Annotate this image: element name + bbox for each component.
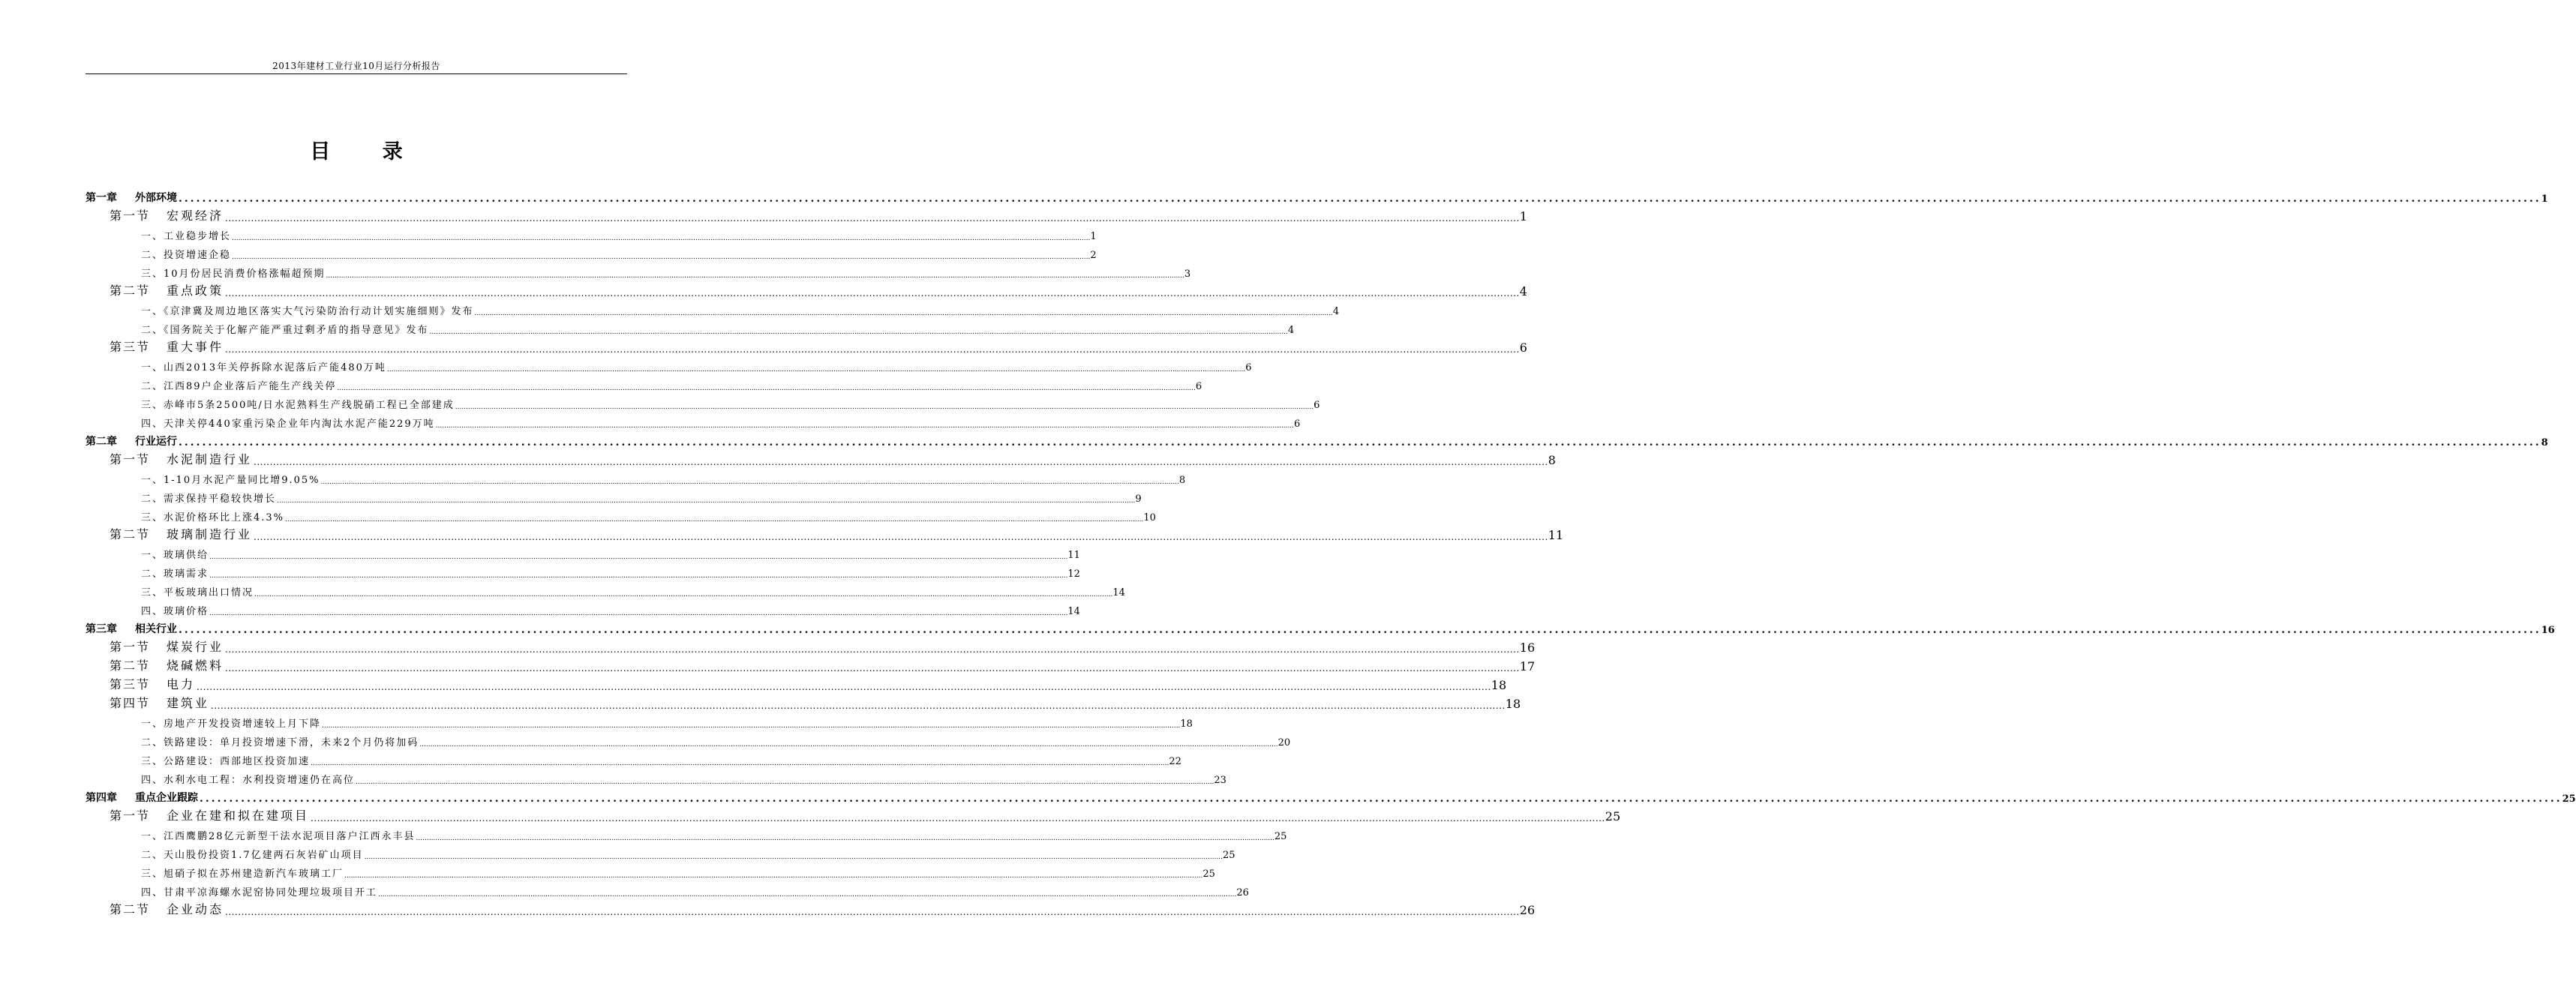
toc-entry-label [141, 603, 209, 617]
item-title: 三、平板玻璃出口情况 [141, 587, 254, 598]
toc-item-entry[interactable] [86, 580, 1125, 598]
toc-entry-label [141, 303, 474, 317]
page-number: 1 [1090, 231, 1097, 242]
toc-section-entry[interactable] [86, 205, 1527, 224]
page-number: 11 [1548, 528, 1564, 542]
chapter-title: 外部环境 [135, 192, 177, 204]
toc-chapter-entry[interactable] [86, 186, 2548, 205]
toc-entry-label [141, 509, 284, 524]
item-title: 一、工业稳步增长 [141, 231, 232, 242]
dot-leader: ................................................................................................................................................................................................................................................................................................................................................................................................................ [179, 436, 2541, 448]
page-number: 12 [1067, 568, 1080, 580]
toc-entry-label [141, 266, 326, 280]
toc-entry-label [110, 450, 252, 467]
toc-entry-label [141, 772, 355, 786]
item-title: 二、江西89户企业落后产能生产线关停 [141, 381, 337, 392]
dot-leader: ................................................................................................................................................................................................................................................................................................................................................................................................................ [364, 854, 1223, 861]
table-of-contents [86, 186, 2576, 917]
dot-leader: ................................................................................................................................................................................................................................................................................................................................................................................................................ [211, 700, 1506, 711]
chapter-title: 行业运行 [135, 436, 177, 448]
toc-entry-label [110, 656, 224, 674]
page-number: 16 [1519, 640, 1536, 655]
toc-item-entry[interactable] [86, 861, 1215, 880]
page-number: 1 [2541, 194, 2548, 205]
toc-item-entry[interactable] [86, 224, 1097, 242]
page-number: 3 [1184, 268, 1191, 280]
toc-entry-label [110, 806, 309, 824]
toc-chapter-entry[interactable] [86, 786, 2576, 805]
section-number: 第四节 [110, 696, 151, 710]
page-number: 22 [1169, 756, 1181, 767]
toc-entry-label [110, 206, 224, 224]
page-number: 26 [1236, 887, 1249, 898]
page-number: 14 [1067, 606, 1080, 617]
toc-entry-label [110, 675, 195, 692]
dot-leader: ................................................................................................................................................................................................................................................................................................................................................................................................................ [209, 554, 1068, 561]
item-title: 二、需求保持平稳较快增长 [141, 494, 277, 505]
toc-entry-label [110, 338, 224, 355]
toc-section-entry[interactable] [86, 805, 1621, 824]
page-number: 6 [1314, 400, 1320, 411]
section-title: 企业在建和拟在建项目 [167, 808, 310, 823]
toc-item-entry[interactable] [86, 767, 1226, 786]
dot-leader: ................................................................................................................................................................................................................................................................................................................................................................................................................ [225, 344, 1520, 355]
section-title: 重点政策 [167, 284, 224, 298]
item-title: 四、水利水电工程：水利投资增速仍在高位 [141, 775, 356, 786]
dot-leader: ................................................................................................................................................................................................................................................................................................................................................................................................................ [197, 682, 1491, 692]
toc-section-entry[interactable] [86, 336, 1527, 355]
toc-item-entry[interactable] [86, 711, 1193, 730]
dot-leader: ................................................................................................................................................................................................................................................................................................................................................................................................................ [254, 457, 1548, 467]
page-number: 20 [1277, 737, 1291, 748]
toc-entry-label [141, 397, 455, 411]
page-number: 18 [1491, 678, 1507, 692]
dot-leader: ................................................................................................................................................................................................................................................................................................................................................................................................................ [416, 835, 1274, 842]
toc-item-entry[interactable] [86, 298, 1340, 317]
toc-entry-label [141, 547, 209, 561]
dot-leader: ................................................................................................................................................................................................................................................................................................................................................................................................................ [455, 404, 1314, 411]
page-number: 25 [2562, 794, 2576, 805]
page-number: 4 [1332, 306, 1340, 317]
item-title: 二、天山股份投资1.7亿建两石灰岩矿山项目 [141, 850, 364, 861]
item-title: 一、山西2013年关停拆除水泥落后产能480万吨 [141, 362, 386, 374]
toc-entry-label [141, 828, 416, 842]
item-title: 三、旭硝子拟在苏州建造新汽车玻璃工厂 [141, 868, 344, 880]
dot-leader: ................................................................................................................................................................................................................................................................................................................................................................................................................ [232, 235, 1091, 242]
dot-leader: ................................................................................................................................................................................................................................................................................................................................................................................................................ [356, 778, 1214, 786]
toc-item-entry[interactable] [86, 317, 1295, 336]
toc-entry-label [141, 584, 254, 598]
chapter-number: 第二章 [86, 436, 117, 448]
page-number: 6 [1245, 362, 1252, 374]
toc-item-entry[interactable] [86, 411, 1301, 430]
toc-item-entry[interactable] [86, 392, 1320, 411]
item-title: 一、玻璃供给 [141, 550, 209, 561]
dot-leader: ................................................................................................................................................................................................................................................................................................................................................................................................................ [225, 213, 1520, 224]
page-number: 23 [1214, 775, 1226, 786]
section-number: 第二节 [110, 284, 151, 298]
dot-leader: ................................................................................................................................................................................................................................................................................................................................................................................................................ [429, 328, 1288, 336]
dot-leader: ................................................................................................................................................................................................................................................................................................................................................................................................................ [277, 497, 1136, 505]
section-number: 第一节 [110, 640, 151, 654]
dot-leader: ................................................................................................................................................................................................................................................................................................................................................................................................................ [320, 478, 1179, 486]
page-number: 25 [1202, 868, 1215, 880]
section-title: 玻璃制造行业 [167, 527, 253, 542]
toc-chapter-entry[interactable] [86, 430, 2548, 448]
dot-leader: ................................................................................................................................................................................................................................................................................................................................................................................................................ [435, 422, 1294, 430]
toc-item-entry[interactable] [86, 748, 1181, 767]
section-title: 煤炭行业 [167, 640, 224, 654]
page-number: 11 [1067, 550, 1080, 561]
page-title: 目 录 [310, 140, 425, 164]
page-number: 9 [1135, 494, 1142, 505]
page-number: 6 [1195, 381, 1202, 392]
dot-leader: ................................................................................................................................................................................................................................................................................................................................................................................................................ [254, 591, 1113, 598]
dot-leader: ................................................................................................................................................................................................................................................................................................................................................................................................................ [344, 872, 1203, 880]
section-number: 第二节 [110, 902, 151, 916]
page-number: 1 [1519, 209, 1527, 224]
toc-entry-label [141, 472, 320, 486]
toc-item-entry[interactable] [86, 542, 1080, 561]
toc-item-entry[interactable] [86, 355, 1252, 374]
toc-section-entry[interactable] [86, 448, 1556, 467]
dot-leader: ................................................................................................................................................................................................................................................................................................................................................................................................................ [337, 385, 1196, 392]
toc-entry-label [86, 790, 198, 805]
section-number: 第一节 [110, 808, 151, 823]
chapter-number: 第三章 [86, 623, 117, 635]
toc-entry-label [86, 621, 177, 636]
page-number: 26 [1519, 903, 1536, 917]
dot-leader: ................................................................................................................................................................................................................................................................................................................................................................................................................ [179, 193, 2541, 205]
page-number: 25 [1223, 850, 1235, 861]
item-title: 二、《国务院关于化解产能严重过剩矛盾的指导意见》发布 [141, 325, 429, 336]
running-header: 2013年建材工业行业10月运行分析报告 [272, 61, 440, 71]
toc-section-entry[interactable] [86, 674, 1507, 692]
toc-entry-label [110, 694, 209, 711]
dot-leader: ................................................................................................................................................................................................................................................................................................................................................................................................................ [232, 254, 1091, 261]
section-title: 建筑业 [167, 696, 210, 710]
page-number: 6 [1293, 418, 1301, 430]
dot-leader: ................................................................................................................................................................................................................................................................................................................................................................................................................ [225, 907, 1520, 917]
toc-entry-label [141, 566, 209, 580]
toc-entry-label [141, 884, 377, 898]
section-number: 第二节 [110, 658, 151, 673]
toc-item-entry[interactable] [86, 561, 1080, 580]
toc-section-entry[interactable] [86, 655, 1536, 674]
toc-item-entry[interactable] [86, 880, 1249, 898]
dot-leader: ................................................................................................................................................................................................................................................................................................................................................................................................................ [200, 793, 2562, 805]
section-title: 电力 [167, 677, 196, 692]
toc-item-entry[interactable] [86, 467, 1186, 486]
chapter-number: 第一章 [86, 192, 117, 204]
chapter-title: 重点企业跟踪 [135, 792, 198, 804]
dot-leader: ................................................................................................................................................................................................................................................................................................................................................................................................................ [225, 644, 1520, 655]
section-number: 第三节 [110, 677, 151, 692]
section-number: 第三节 [110, 340, 151, 354]
toc-entry-label [110, 525, 252, 542]
section-number: 第一节 [110, 452, 151, 466]
section-title: 重大事件 [167, 340, 224, 354]
item-title: 三、赤峰市5条2500吨/日水泥熟料生产线脱硝工程已全部建成 [141, 400, 455, 411]
dot-leader: ................................................................................................................................................................................................................................................................................................................................................................................................................ [209, 610, 1068, 617]
section-title: 烧碱燃料 [167, 658, 224, 673]
dot-leader: ................................................................................................................................................................................................................................................................................................................................................................................................................ [179, 624, 2541, 636]
toc-entry-label [141, 359, 386, 374]
item-title: 三、水泥价格环比上涨4.3% [141, 512, 285, 524]
section-title: 企业动态 [167, 902, 224, 916]
dot-leader: ................................................................................................................................................................................................................................................................................................................................................................................................................ [225, 288, 1520, 298]
item-title: 四、玻璃价格 [141, 606, 209, 617]
toc-entry-label [141, 847, 364, 861]
toc-item-entry[interactable] [86, 505, 1156, 524]
dot-leader: ................................................................................................................................................................................................................................................................................................................................................................................................................ [225, 663, 1520, 674]
page-number: 8 [1178, 475, 1186, 486]
item-title: 一、《京津冀及周边地区落实大气污染防治行动计划实施细则》发布 [141, 306, 474, 317]
toc-section-entry[interactable] [86, 898, 1536, 917]
dot-leader: ................................................................................................................................................................................................................................................................................................................................................................................................................ [378, 891, 1237, 898]
toc-entry-label [141, 378, 337, 392]
item-title: 一、房地产开发投资增速较上月下降 [141, 718, 322, 730]
toc-item-entry[interactable] [86, 824, 1287, 842]
dot-leader: ................................................................................................................................................................................................................................................................................................................................................................................................................ [311, 813, 1605, 824]
toc-section-entry[interactable] [86, 636, 1536, 655]
toc-entry-label [86, 434, 177, 448]
page-number: 8 [1548, 453, 1556, 467]
toc-entry-label [141, 716, 321, 730]
section-number: 第一节 [110, 208, 151, 223]
toc-entry-label [141, 247, 231, 261]
page-number: 16 [2541, 625, 2555, 636]
page-number: 2 [1090, 250, 1097, 261]
toc-section-entry[interactable] [86, 524, 1564, 542]
dot-leader: ................................................................................................................................................................................................................................................................................................................................................................................................................ [386, 366, 1246, 374]
item-title: 三、10月份居民消费价格涨幅超预期 [141, 268, 326, 280]
dot-leader: ................................................................................................................................................................................................................................................................................................................................................................................................................ [419, 741, 1278, 748]
section-title: 水泥制造行业 [167, 452, 253, 466]
toc-section-entry[interactable] [86, 280, 1527, 298]
section-number: 第二节 [110, 527, 151, 542]
dot-leader: ................................................................................................................................................................................................................................................................................................................................................................................................................ [311, 760, 1169, 767]
page-number: 18 [1180, 718, 1193, 730]
toc-item-entry[interactable] [86, 730, 1291, 748]
toc-entry-label [141, 753, 310, 767]
dot-leader: ................................................................................................................................................................................................................................................................................................................................................................................................................ [326, 272, 1184, 280]
toc-item-entry[interactable] [86, 242, 1097, 261]
chapter-title: 相关行业 [135, 623, 177, 635]
page-number: 4 [1519, 284, 1527, 298]
page-number: 17 [1519, 659, 1536, 674]
toc-entry-label [141, 228, 231, 242]
item-title: 二、玻璃需求 [141, 568, 209, 580]
toc-entry-label [141, 322, 429, 336]
page-number: 25 [1274, 831, 1287, 842]
toc-entry-label [141, 734, 419, 748]
item-title: 二、投资增速企稳 [141, 250, 232, 261]
toc-entry-label [110, 281, 224, 298]
toc-entry-label [141, 866, 344, 880]
item-title: 四、天津关停440家重污染企业年内淘汰水泥产能229万吨 [141, 418, 435, 430]
toc-entry-label [141, 490, 276, 505]
page-number: 6 [1519, 340, 1527, 355]
toc-entry-label [86, 190, 177, 205]
toc-item-entry[interactable] [86, 598, 1080, 617]
page-number: 25 [1605, 809, 1621, 824]
dot-leader: ................................................................................................................................................................................................................................................................................................................................................................................................................ [254, 532, 1548, 542]
item-title: 二、铁路建设：单月投资增速下滑，未来2个月仍将加码 [141, 737, 419, 748]
section-title: 宏观经济 [167, 208, 224, 223]
toc-entry-label [141, 416, 435, 430]
item-title: 三、公路建设：西部地区投资加速 [141, 756, 311, 767]
dot-leader: ................................................................................................................................................................................................................................................................................................................................................................................................................ [285, 516, 1144, 524]
toc-chapter-entry[interactable] [86, 617, 2555, 636]
item-title: 四、甘肃平凉海螺水泥窑协同处理垃圾项目开工 [141, 887, 378, 898]
toc-item-entry[interactable] [86, 261, 1191, 280]
toc-item-entry[interactable] [86, 842, 1235, 861]
toc-item-entry[interactable] [86, 374, 1202, 392]
dot-leader: ................................................................................................................................................................................................................................................................................................................................................................................................................ [322, 722, 1181, 730]
dot-leader: ................................................................................................................................................................................................................................................................................................................................................................................................................ [209, 572, 1068, 580]
chapter-number: 第四章 [86, 792, 117, 804]
item-title: 一、1-10月水泥产量同比增9.05% [141, 475, 320, 486]
toc-item-entry[interactable] [86, 486, 1142, 505]
page-number: 4 [1287, 325, 1295, 336]
page-number: 10 [1143, 512, 1156, 524]
toc-section-entry[interactable] [86, 692, 1521, 711]
page-number: 8 [2541, 437, 2548, 448]
item-title: 一、江西鹰鹏28亿元新型干法水泥项目落户江西永丰县 [141, 831, 416, 842]
toc-entry-label [110, 638, 224, 655]
page-number: 18 [1505, 697, 1521, 711]
toc-entry-label [110, 900, 224, 917]
dot-leader: ................................................................................................................................................................................................................................................................................................................................................................................................................ [474, 310, 1333, 317]
page-number: 14 [1112, 587, 1125, 598]
